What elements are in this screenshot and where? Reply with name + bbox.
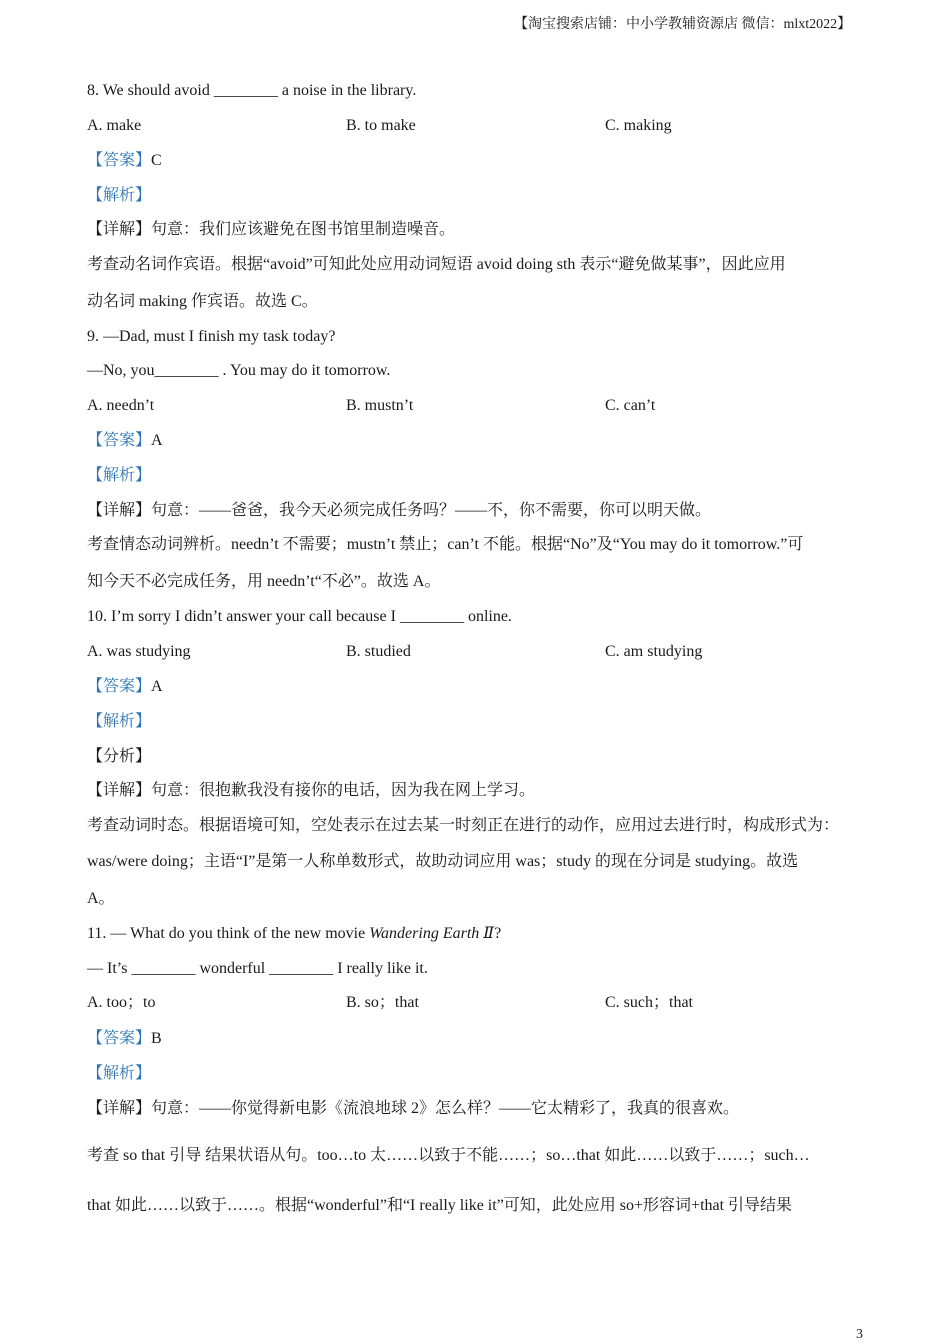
answer-value: C bbox=[151, 152, 162, 169]
answer-label: 【答案】 bbox=[87, 152, 152, 169]
q9-stem-1: 9. —Dad, must I finish my task today? bbox=[87, 328, 336, 345]
q9-analysis-label: 【解析】 bbox=[87, 467, 152, 484]
q9-explain-1: 考查情态动词辨析。needn’t 不需要；mustn’t 禁止；can’t 不能。根据“No”及“You may do it tomorrow.”可 bbox=[87, 536, 804, 553]
q10-analysis-label: 【解析】 bbox=[87, 713, 152, 730]
q9-option-c: C. can’t bbox=[605, 397, 656, 414]
q10-explain-3: A。 bbox=[87, 890, 115, 907]
q10-option-b: B. studied bbox=[346, 643, 411, 660]
q9-answer bbox=[87, 431, 163, 451]
q10-explain-2: was/were doing；主语“I”是第一人称单数形式，故助动词应用 was；study 的现在分词是 studying。故选 bbox=[87, 853, 799, 870]
q8-answer bbox=[87, 151, 162, 171]
q8-explain-1: 考查动名词作宾语。根据“avoid”可知此处应用动词短语 avoid doing sth 表示“避免做某事”，因此应用 bbox=[87, 256, 786, 273]
q11-stem-2: — It’s ________ wonderful ________ I really like it. bbox=[87, 960, 428, 977]
q10-fenxi-label: 【分析】 bbox=[87, 748, 152, 765]
q11-explain-2: that 如此……以致于……。根据“wonderful”和“I really like it”可知，此处应用 so+形容词+that 引导结果 bbox=[87, 1197, 793, 1214]
q11-movie-title: Wandering Earth Ⅱ bbox=[369, 925, 495, 942]
q11-option-c: C. such；that bbox=[605, 994, 693, 1011]
q9-detail: 【详解】句意：——爸爸，我今天必须完成任务吗？——不，你不需要，你可以明天做。 bbox=[87, 502, 712, 519]
q8-option-b: B. to make bbox=[346, 117, 416, 134]
q9-option-b: B. mustn’t bbox=[346, 397, 414, 414]
q11-stem-suffix: ? bbox=[494, 925, 502, 942]
q11-detail: 【详解】句意：——你觉得新电影《流浪地球 2》怎么样？——它太精彩了，我真的很喜欢。 bbox=[87, 1100, 740, 1117]
q8-analysis-label: 【解析】 bbox=[87, 187, 152, 204]
answer-label: 【答案】 bbox=[87, 1030, 152, 1047]
q11-option-a: A. too；to bbox=[87, 994, 156, 1011]
q11-stem-prefix: 11. — What do you think of the new movie bbox=[87, 925, 370, 942]
q11-option-b: B. so；that bbox=[346, 994, 419, 1011]
q8-option-c: C. making bbox=[605, 117, 672, 134]
q8-detail: 【详解】句意：我们应该避免在图书馆里制造噪音。 bbox=[87, 221, 456, 238]
q9-option-a: A. needn’t bbox=[87, 397, 155, 414]
answer-value: A bbox=[151, 678, 163, 695]
q9-stem-2: —No, you________ . You may do it tomorrow. bbox=[87, 362, 391, 379]
q10-option-a: A. was studying bbox=[87, 643, 191, 660]
page-number: 3 bbox=[856, 1327, 863, 1342]
q11-stem-1 bbox=[87, 924, 501, 944]
q8-stem: 8. We should avoid ________ a noise in the library. bbox=[87, 82, 417, 99]
q11-analysis-label: 【解析】 bbox=[87, 1065, 152, 1082]
q9-explain-2: 知今天不必完成任务，用 needn’t“不必”。故选 A。 bbox=[87, 573, 441, 590]
q8-option-a: A. make bbox=[87, 117, 142, 134]
q11-explain-1: 考查 so that 引导 结果状语从句。too…to 太……以致于不能……；so…that 如此……以致于……；such… bbox=[87, 1147, 810, 1164]
q10-option-c: C. am studying bbox=[605, 643, 703, 660]
answer-value: B bbox=[151, 1030, 162, 1047]
q10-detail: 【详解】句意：很抱歉我没有接你的电话，因为我在网上学习。 bbox=[87, 782, 536, 799]
q10-answer bbox=[87, 677, 163, 697]
answer-label: 【答案】 bbox=[87, 432, 152, 449]
q10-stem: 10. I’m sorry I didn’t answer your call because I ________ online. bbox=[87, 608, 512, 625]
q11-answer bbox=[87, 1029, 162, 1049]
q8-explain-2: 动名词 making 作宾语。故选 C。 bbox=[87, 293, 318, 310]
answer-value: A bbox=[151, 432, 163, 449]
q10-explain-1: 考查动词时态。根据语境可知，空处表示在过去某一时刻正在进行的动作，应用过去进行时，构成形式为： bbox=[87, 817, 840, 834]
answer-label: 【答案】 bbox=[87, 678, 152, 695]
page-header: 【淘宝搜索店铺：中小学教辅资源店 微信：mlxt2022】 bbox=[514, 17, 852, 32]
